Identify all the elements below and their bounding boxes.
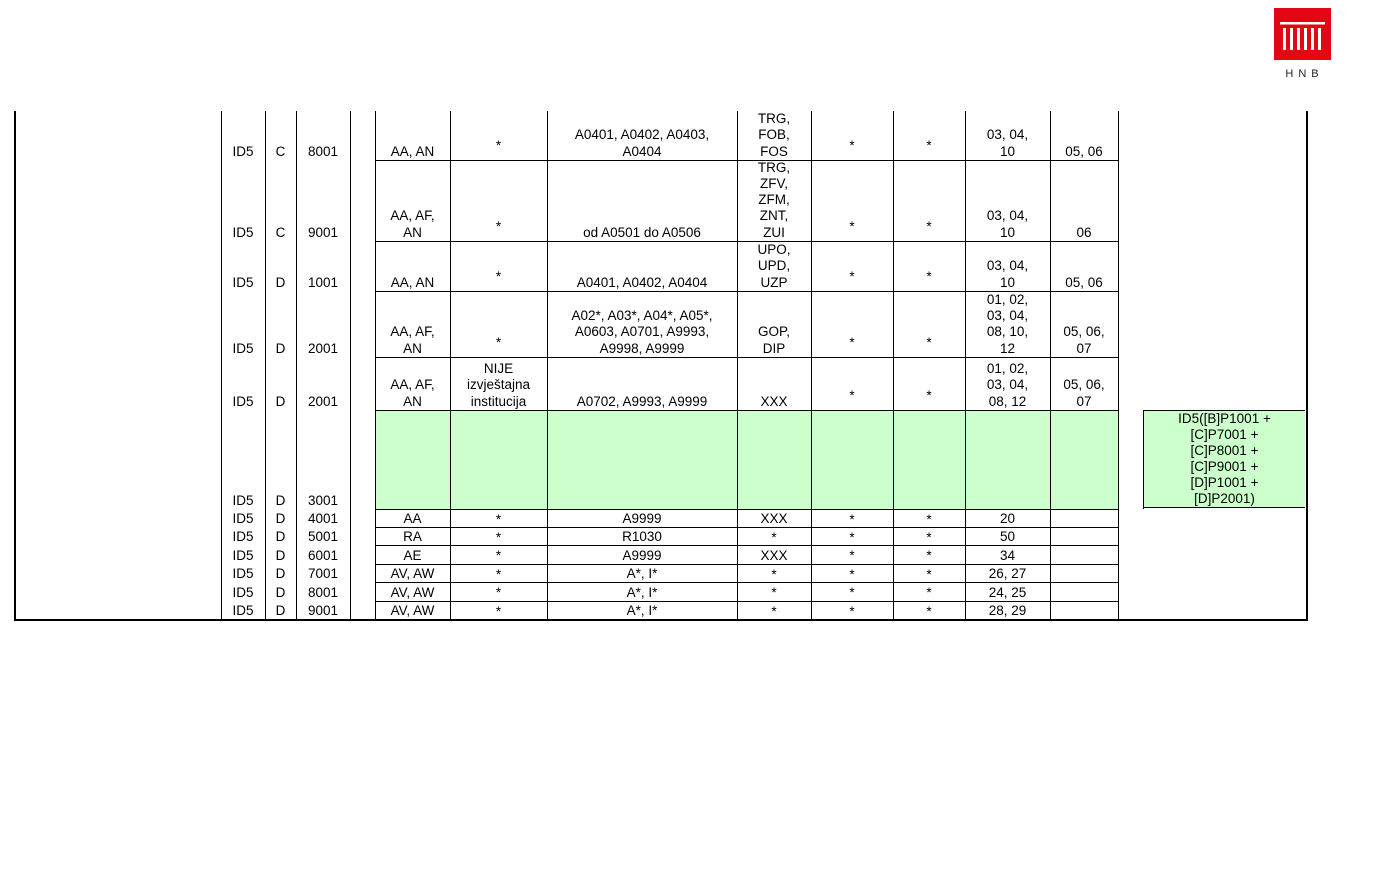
table-cell: * xyxy=(926,530,932,545)
table-cell: * xyxy=(771,567,777,582)
table-cell xyxy=(547,411,737,509)
table-cell: * xyxy=(849,268,855,284)
table-cell: * xyxy=(926,548,932,563)
table-cell: * xyxy=(495,268,502,284)
table-cell: AE xyxy=(403,547,422,563)
table-cell: D xyxy=(275,274,286,290)
table-cell: AV, AW xyxy=(390,584,435,600)
table-cell: 34 xyxy=(999,547,1016,563)
table-cell: * xyxy=(495,604,502,619)
formula-note: ID5([B]P1001 + [C]P7001 + [C]P8001 + [C]P9001 + [D]P1001 + [D]P2001) xyxy=(1143,410,1305,508)
table-cell: ID5 xyxy=(232,274,254,290)
table-cell xyxy=(450,411,547,509)
table-cell xyxy=(1050,528,1118,545)
table-cell xyxy=(1050,565,1118,582)
row-rule xyxy=(375,619,1118,620)
table-cell: ID5 xyxy=(232,565,254,581)
table-cell: 1001 xyxy=(307,274,339,290)
table-cell: ID5 xyxy=(232,528,254,544)
table-cell: AA xyxy=(403,510,422,526)
table-cell: * xyxy=(771,585,777,600)
table-cell: * xyxy=(849,137,855,153)
table-cell: * xyxy=(495,585,502,600)
table-cell: 9001 xyxy=(307,602,339,618)
table-cell: 4001 xyxy=(307,510,339,526)
table-cell: AA, AF, AN xyxy=(390,377,435,409)
table-cell: AA, AN xyxy=(390,143,435,159)
table-cell xyxy=(1050,546,1118,564)
table-cell: 03, 04, 10 xyxy=(986,208,1029,240)
table-cell xyxy=(1050,510,1118,527)
table-cell: ID5 xyxy=(232,510,254,526)
table-cell: * xyxy=(495,530,502,545)
table-cell: AA, AF, AN xyxy=(390,324,435,356)
table-cell: * xyxy=(495,567,502,582)
table-cell xyxy=(893,411,965,509)
table-cell: A0401, A0402, A0404 xyxy=(576,274,708,290)
table-cell: A0702, A9993, A9999 xyxy=(576,393,708,409)
table-cell: AA, AN xyxy=(390,274,435,290)
column-rule xyxy=(350,111,351,620)
table-cell: * xyxy=(926,137,932,153)
table-cell: D xyxy=(275,510,286,526)
table-cell: A*, I* xyxy=(626,584,658,600)
table-cell: A9999 xyxy=(622,510,662,526)
table-cell xyxy=(965,411,1050,509)
table-cell: R1030 xyxy=(622,528,662,544)
table-cell: NIJE izvještajna institucija xyxy=(466,361,531,409)
table-cell: 05, 06, 07 xyxy=(1063,377,1105,409)
table-cell: AV, AW xyxy=(390,602,435,618)
table-cell: AA, AF, AN xyxy=(390,208,435,240)
table-cell: ID5 xyxy=(232,547,254,563)
table-cell: * xyxy=(849,218,855,234)
table-cell: * xyxy=(849,530,855,545)
table-cell xyxy=(375,411,450,509)
table-cell: * xyxy=(771,530,777,545)
table-cell: * xyxy=(926,567,932,582)
table-cell: D xyxy=(275,565,286,581)
table-cell: ID5 xyxy=(232,584,254,600)
table-cell: XXX xyxy=(760,393,788,409)
table-cell: ID5 xyxy=(232,340,254,356)
table-cell: D xyxy=(275,547,286,563)
table-cell: 26, 27 xyxy=(988,565,1027,581)
table-cell: * xyxy=(495,218,502,234)
table-cell: ID5 xyxy=(232,393,254,409)
table-cell: A9999 xyxy=(622,547,662,563)
table-cell: 01, 02, 03, 04, 08, 12 xyxy=(986,361,1029,409)
table-cell: * xyxy=(849,585,855,600)
table-cell: 05, 06, 07 xyxy=(1063,324,1105,356)
table-cell: 24, 25 xyxy=(988,584,1027,600)
table-cell: 03, 04, 10 xyxy=(986,258,1029,290)
table-cell: A02*, A03*, A04*, A05*, A0603, A0701, A9993, A9998, A9999 xyxy=(571,308,713,356)
table-cell: * xyxy=(926,585,932,600)
table-cell: RA xyxy=(403,528,422,544)
table-cell: A*, I* xyxy=(626,602,658,618)
table-cell: 8001 xyxy=(307,143,339,159)
table-cell: TRG, FOB, FOS xyxy=(757,111,791,159)
table-cell xyxy=(1050,602,1118,619)
table-cell: D xyxy=(275,340,286,356)
table-cell: od A0501 do A0506 xyxy=(583,224,701,240)
table-cell: * xyxy=(926,604,932,619)
table-cell: D xyxy=(275,602,286,618)
table-cell: * xyxy=(849,387,855,403)
table-cell: * xyxy=(926,334,932,350)
table-cell: 5001 xyxy=(307,528,339,544)
table-cell: ID5 xyxy=(232,602,254,618)
table-cell: * xyxy=(849,604,855,619)
table-cell: XXX xyxy=(760,547,788,563)
table-cell: * xyxy=(495,334,502,350)
table-cell: * xyxy=(849,548,855,563)
table-cell: D xyxy=(275,528,286,544)
table-cell: * xyxy=(926,218,932,234)
table-cell: C xyxy=(275,224,286,240)
table-cell: GOP, DIP xyxy=(757,324,791,356)
table-cell: A*, I* xyxy=(626,565,658,581)
table-cell: D xyxy=(275,584,286,600)
table-cell: 2001 xyxy=(307,393,339,409)
table-cell: C xyxy=(275,143,286,159)
table-cell: XXX xyxy=(760,510,788,526)
table-cell: 28, 29 xyxy=(988,602,1027,618)
table-cell: AV, AW xyxy=(390,565,435,581)
table-cell xyxy=(1050,411,1118,509)
table-cell: 06 xyxy=(1076,224,1092,240)
table-cell: 05, 06 xyxy=(1065,143,1103,159)
table-cell: 05, 06 xyxy=(1065,274,1103,290)
table-cell: D xyxy=(275,393,286,409)
table-cell: 20 xyxy=(999,510,1016,526)
logo-text: HNB xyxy=(1285,68,1324,80)
table-cell: 7001 xyxy=(307,565,339,581)
table-cell: D xyxy=(275,492,286,508)
table-cell: 8001 xyxy=(307,584,339,600)
table-cell: * xyxy=(495,137,502,153)
table-cell: * xyxy=(926,387,932,403)
table-cell: 9001 xyxy=(307,224,339,240)
table-cell: ID5 xyxy=(232,224,254,240)
table-cell: 50 xyxy=(999,528,1016,544)
table-cell: * xyxy=(926,268,932,284)
table-cell: 2001 xyxy=(307,340,339,356)
table-cell: TRG, ZFV, ZFM, ZNT, ZUI xyxy=(757,159,791,240)
table-cell xyxy=(737,411,811,509)
table-cell: * xyxy=(849,567,855,582)
table-cell: ID5 xyxy=(232,143,254,159)
table-cell xyxy=(811,411,893,509)
table-cell: * xyxy=(495,548,502,563)
table-cell: 01, 02, 03, 04, 08, 10, 12 xyxy=(986,291,1029,356)
table-cell: * xyxy=(771,604,777,619)
table-cell: * xyxy=(849,334,855,350)
table-cell: ID5 xyxy=(232,492,254,508)
table-cell: 3001 xyxy=(307,492,339,508)
column-rule xyxy=(1118,111,1119,620)
table-cell: 03, 04, 10 xyxy=(986,127,1029,159)
table-cell: * xyxy=(849,512,855,527)
table-cell xyxy=(1050,583,1118,601)
table-cell: UPO, UPD, UZP xyxy=(757,242,791,290)
table-cell: * xyxy=(926,512,932,527)
table-cell: * xyxy=(495,512,502,527)
table-cell: A0401, A0402, A0403, A0404 xyxy=(574,127,710,159)
table-cell: 6001 xyxy=(307,547,339,563)
